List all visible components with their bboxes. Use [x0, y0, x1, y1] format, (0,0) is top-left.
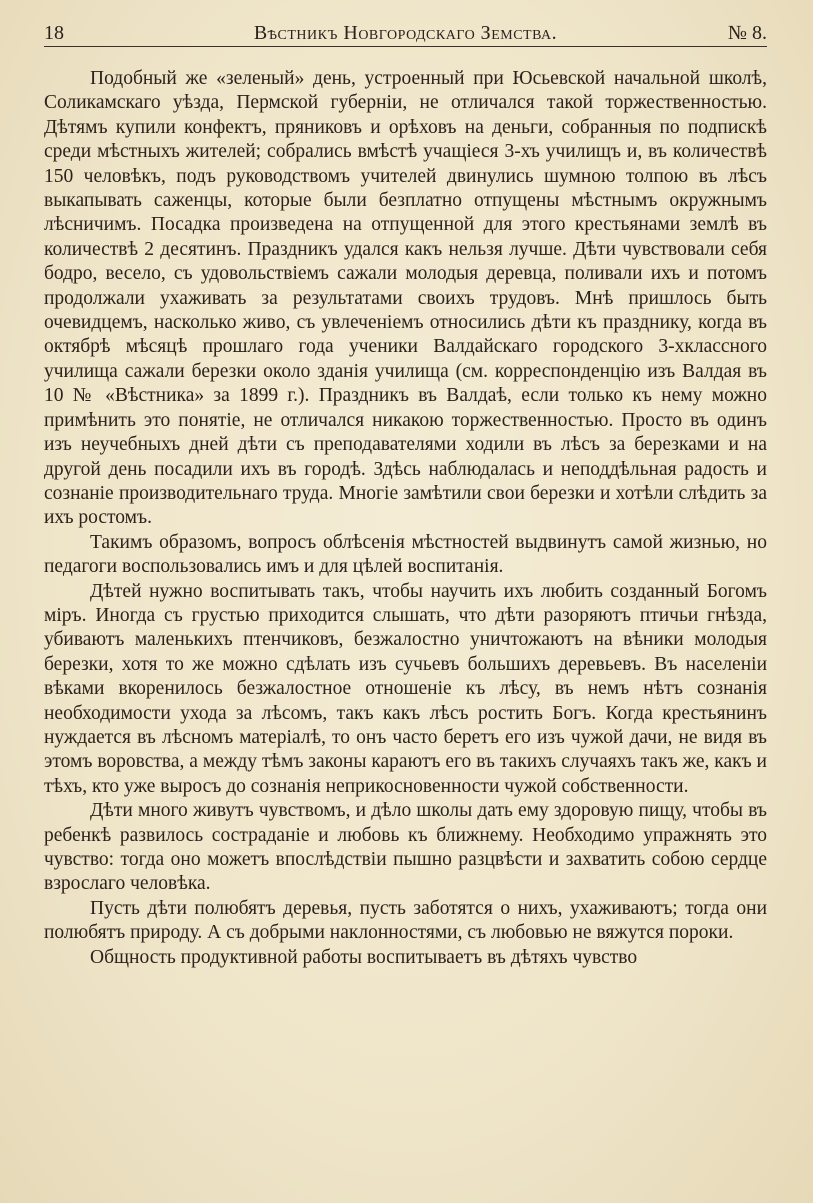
paragraph: Подобный же «зеленый» день, устроенный при Юсьевской начальной школѣ, Соликамскаго уѣзда, Пермской губерніи, не отличался такой торжественностью. Дѣтямъ купили конфектъ, пряниковъ и орѣховъ на деньги, собранныя по подпискѣ среди мѣстныхъ жителей; собрались вмѣстѣ учащіеся 3-хъ училищъ и, въ количествѣ 150 человѣкъ, подъ руководствомъ учителей двинулись шумною толпою въ лѣсъ выкапывать саженцы, которые были безплатно отпущены мѣстнымъ окружнымъ лѣсничимъ. Посадка произведена на отпущенной для этого крестьянами землѣ въ количествѣ 2 десятинъ. Праздникъ удался какъ нельзя лучше. Дѣти чувствовали себя бодро, весело, съ удовольствіемъ сажали молодыя деревца, поливали ихъ и потомъ продолжали ухаживать за результатами своихъ трудовъ. Мнѣ пришлось быть очевидцемъ, насколько живо, съ увлеченіемъ относились дѣти къ празднику, когда въ октябрѣ мѣсяцѣ прошлаго года ученики Валдайскаго городского 3-хклассного училища сажали березки около зданія училища (см. корреспонденцію изъ Валдая въ 10 № «Вѣстника» за 1899 г.). Праздникъ въ Валдаѣ, если только къ нему можно примѣнить это понятіе, не отличался никакою торжественностью. Просто въ одинъ изъ неучебныхъ дней дѣти съ преподавателями ходили въ лѣсъ за березками и на другой день посадили ихъ въ городѣ. Здѣсь наблюдалась и неподдѣльная радость и сознаніе производительнаго труда. Многіе замѣтили свои березки и хотѣли слѣдить за ихъ ростомъ.: [44, 68, 767, 529]
article-body: [44, 67, 767, 970]
paragraph: Пусть дѣти полюбятъ деревья, пусть заботятся о нихъ, ухаживаютъ; тогда они полюбятъ природу. А съ добрыми наклонностями, съ любовью не вяжутся пороки.: [44, 897, 767, 944]
paragraph: Дѣтей нужно воспитывать такъ, чтобы научить ихъ любить созданный Богомъ міръ. Иногда съ грустью приходится слышать, что дѣти разоряютъ птичьи гнѣзда, убиваютъ маленькихъ птенчиковъ, безжалостно уничтожаютъ на вѣники молодыя березки, хотя то же можно сдѣлать изъ сучьевъ большихъ деревьевъ. Въ населеніи вѣками вкоренилось безжалостное отношеніе къ лѣсу, въ немъ нѣтъ сознанія необходимости ухода за лѣсомъ, такъ какъ лѣсъ ростить Богъ. Когда крестьянинъ нуждается въ лѣсномъ матеріалѣ, то онъ часто беретъ его изъ чужой дачи, не видя въ этомъ воровства, а между тѣмъ законы караютъ его въ такихъ случаяхъ такъ же, какъ и тѣхъ, кто уже выросъ до сознанія неприкосновенности чужой собственности.: [44, 580, 767, 797]
running-head: [44, 20, 767, 48]
paragraph: Общность продуктивной работы воспитываетъ въ дѣтяхъ чувство: [90, 946, 638, 968]
paragraph: Такимъ образомъ, вопросъ облѣсенія мѣстностей выдвинутъ самой жизнью, но педагоги воспользовались имъ и для цѣлей воспитанія.: [44, 531, 767, 578]
journal-title: Вѣстникъ Новгородскаго Земства.: [253, 22, 558, 44]
header-rule: [44, 46, 767, 47]
paragraph: Дѣти много живутъ чувствомъ, и дѣло школы дать ему здоровую пищу, чтобы въ ребенкѣ развилось состраданіе и любовь къ ближнему. Необходимо упражнять это чувство: тогда оно можетъ впослѣдствіи пышно разцвѣсти и захватить собою сердце взрослаго человѣка.: [44, 800, 767, 895]
issue-number: № 8.: [727, 22, 767, 44]
page-number: 18: [44, 22, 64, 44]
